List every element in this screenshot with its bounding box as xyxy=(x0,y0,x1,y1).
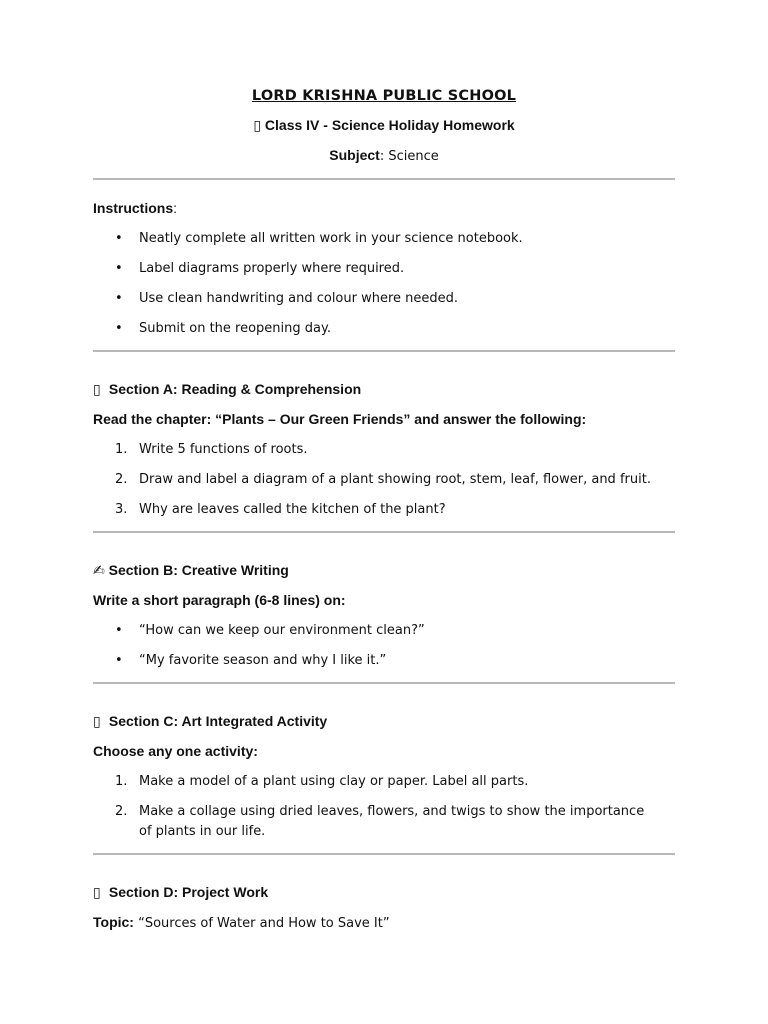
instructions-title: Instructions xyxy=(93,200,174,216)
section-b-lead: Write a short paragraph (6-8 lines) on: xyxy=(93,592,346,608)
missing-glyph-icon: ▯ xyxy=(93,884,101,900)
list-item xyxy=(93,289,675,309)
bullet-marker: • xyxy=(115,653,123,668)
list-item-text: Label diagrams properly where required. xyxy=(139,261,405,276)
list-item-text: Neatly complete all written work in your science notebook. xyxy=(139,231,523,246)
list-item-text: Use clean handwriting and colour where needed. xyxy=(139,291,459,306)
list-item xyxy=(93,229,675,249)
list-item-text: “My favorite season and why I like it.” xyxy=(139,653,387,668)
section-a-lead: Read the chapter: “Plants – Our Green Friends” and answer the following: xyxy=(93,411,587,427)
list-item xyxy=(93,500,675,520)
section-b-heading xyxy=(93,561,675,579)
homework-subtitle xyxy=(93,116,675,134)
bullet-marker: • xyxy=(115,321,123,336)
list-item xyxy=(93,440,675,460)
list-item-text: “How can we keep our environment clean?” xyxy=(139,623,425,638)
number-marker: 1. xyxy=(115,774,128,789)
list-item-text: Submit on the reopening day. xyxy=(139,321,331,336)
writing-hand-icon: ✍ xyxy=(93,562,105,578)
section-a-list xyxy=(93,440,675,520)
section-a-heading xyxy=(93,380,675,398)
number-marker: 2. xyxy=(115,804,128,819)
instructions-list xyxy=(93,229,675,339)
missing-glyph-icon: ▯ xyxy=(253,117,262,133)
school-title: LORD KRISHNA PUBLIC SCHOOL xyxy=(251,88,517,104)
subtitle-text: Class IV - Science Holiday Homework xyxy=(264,117,515,133)
list-item-text: Draw and label a diagram of a plant showing root, stem, leaf, flower, and fruit. xyxy=(139,472,651,487)
subject-label: Subject xyxy=(329,147,380,163)
missing-glyph-icon: ▯ xyxy=(93,713,101,729)
bullet-marker: • xyxy=(115,623,123,638)
topic-label: Topic: xyxy=(93,914,134,930)
instructions-colon: : xyxy=(173,200,178,216)
section-d-heading xyxy=(93,883,675,901)
instructions-heading xyxy=(93,199,675,217)
section-a-title: Section A: Reading & Comprehension xyxy=(108,381,362,397)
document-body xyxy=(93,86,675,933)
bullet-marker: • xyxy=(115,261,123,276)
list-item-text: Make a model of a plant using clay or paper. Label all parts. xyxy=(139,774,529,789)
bullet-marker: • xyxy=(115,231,123,246)
section-b-title: Section B: Creative Writing xyxy=(108,562,289,578)
list-item xyxy=(93,259,675,279)
section-b-list xyxy=(93,621,675,671)
section-c-lead: Choose any one activity: xyxy=(93,743,258,759)
number-marker: 2. xyxy=(115,472,128,487)
subject-line xyxy=(93,146,675,166)
list-item xyxy=(93,772,675,792)
list-item-text: Why are leaves called the kitchen of the plant? xyxy=(139,502,446,517)
topic-value: “Sources of Water and How to Save It” xyxy=(133,916,390,931)
project-topic xyxy=(93,913,675,933)
subject-value: : Science xyxy=(379,149,439,164)
list-item xyxy=(93,470,675,490)
number-marker: 3. xyxy=(115,502,128,517)
section-c-list xyxy=(93,772,675,842)
bullet-marker: • xyxy=(115,291,123,306)
missing-glyph-icon: ▯ xyxy=(93,381,101,397)
list-item xyxy=(93,319,675,339)
list-item xyxy=(93,621,675,641)
number-marker: 1. xyxy=(115,442,128,457)
list-item-text: Make a collage using dried leaves, flowers, and twigs to show the importance of plants in our life. xyxy=(139,804,645,839)
list-item-text: Write 5 functions of roots. xyxy=(139,442,308,457)
list-item xyxy=(93,651,675,671)
section-c-heading xyxy=(93,712,675,730)
section-d-title: Section D: Project Work xyxy=(108,884,269,900)
section-c-title: Section C: Art Integrated Activity xyxy=(108,713,328,729)
list-item xyxy=(93,802,675,842)
